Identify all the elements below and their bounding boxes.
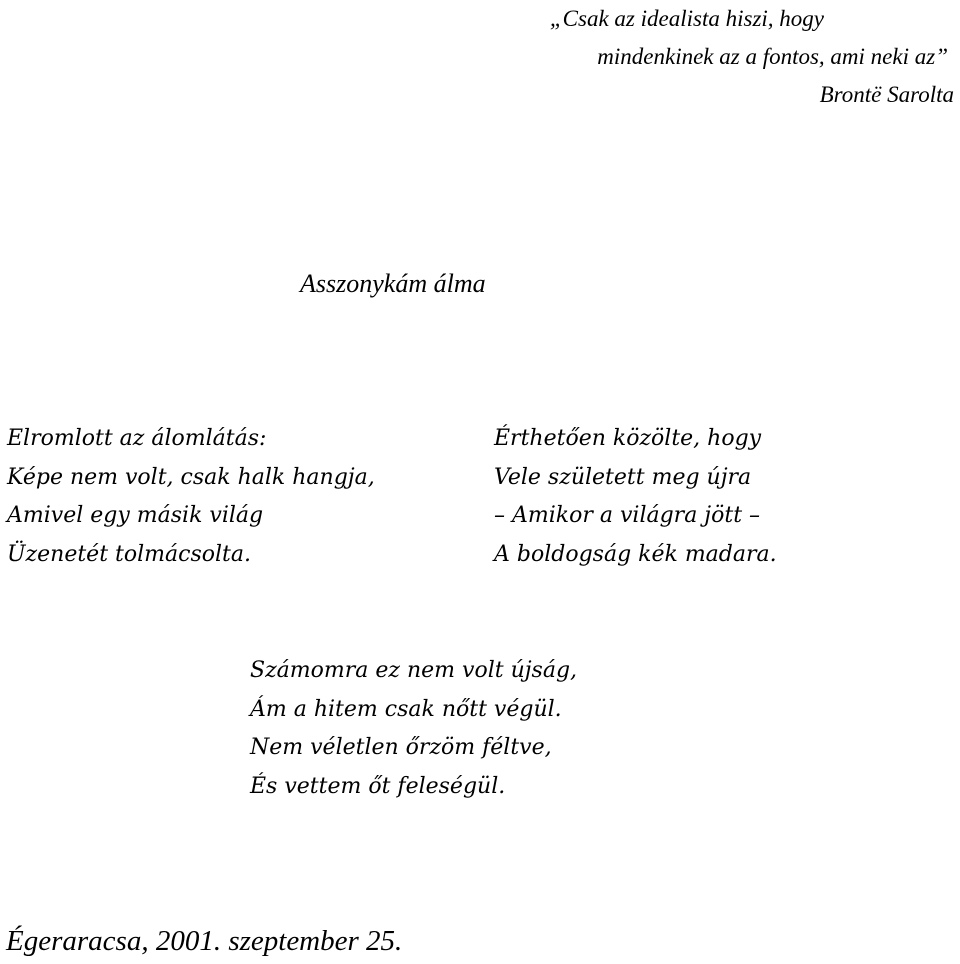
place-date-signature: Égeraracsa, 2001. szeptember 25.	[6, 925, 403, 957]
stanza-2	[494, 420, 777, 574]
stanza-1	[7, 420, 375, 574]
verse-line: Érthetően közölte, hogy	[494, 426, 762, 451]
epigraph-attribution: Brontë Sarolta	[819, 82, 954, 107]
verse-line: Amivel egy másik világ	[7, 503, 264, 528]
stanza-3	[250, 652, 577, 806]
verse-line: Üzenetét tolmácsolta.	[7, 541, 251, 567]
epigraph-line: mindenkinek az a fontos, ami neki az”	[597, 44, 948, 69]
verse-line: – Amikor a világra jött –	[494, 503, 761, 528]
verse-line: A boldogság kék madara.	[494, 541, 777, 567]
epigraph-line: „Csak az idealista hiszi, hogy	[549, 6, 824, 31]
verse-line: Képe nem volt, csak halk hangja,	[7, 464, 375, 490]
verse-line: Ám a hitem csak nőtt végül.	[250, 696, 562, 722]
poem-title: Asszonykám álma	[300, 269, 486, 298]
verse-line: Elromlott az álomlátás:	[7, 426, 267, 451]
epigraph	[550, 0, 954, 114]
verse-line: Nem véletlen őrzöm féltve,	[250, 735, 552, 760]
verse-line: És vettem őt feleségül.	[250, 773, 506, 799]
verse-line: Vele született meg újra	[494, 464, 752, 490]
verse-line: Számomra ez nem volt újság,	[250, 658, 578, 683]
